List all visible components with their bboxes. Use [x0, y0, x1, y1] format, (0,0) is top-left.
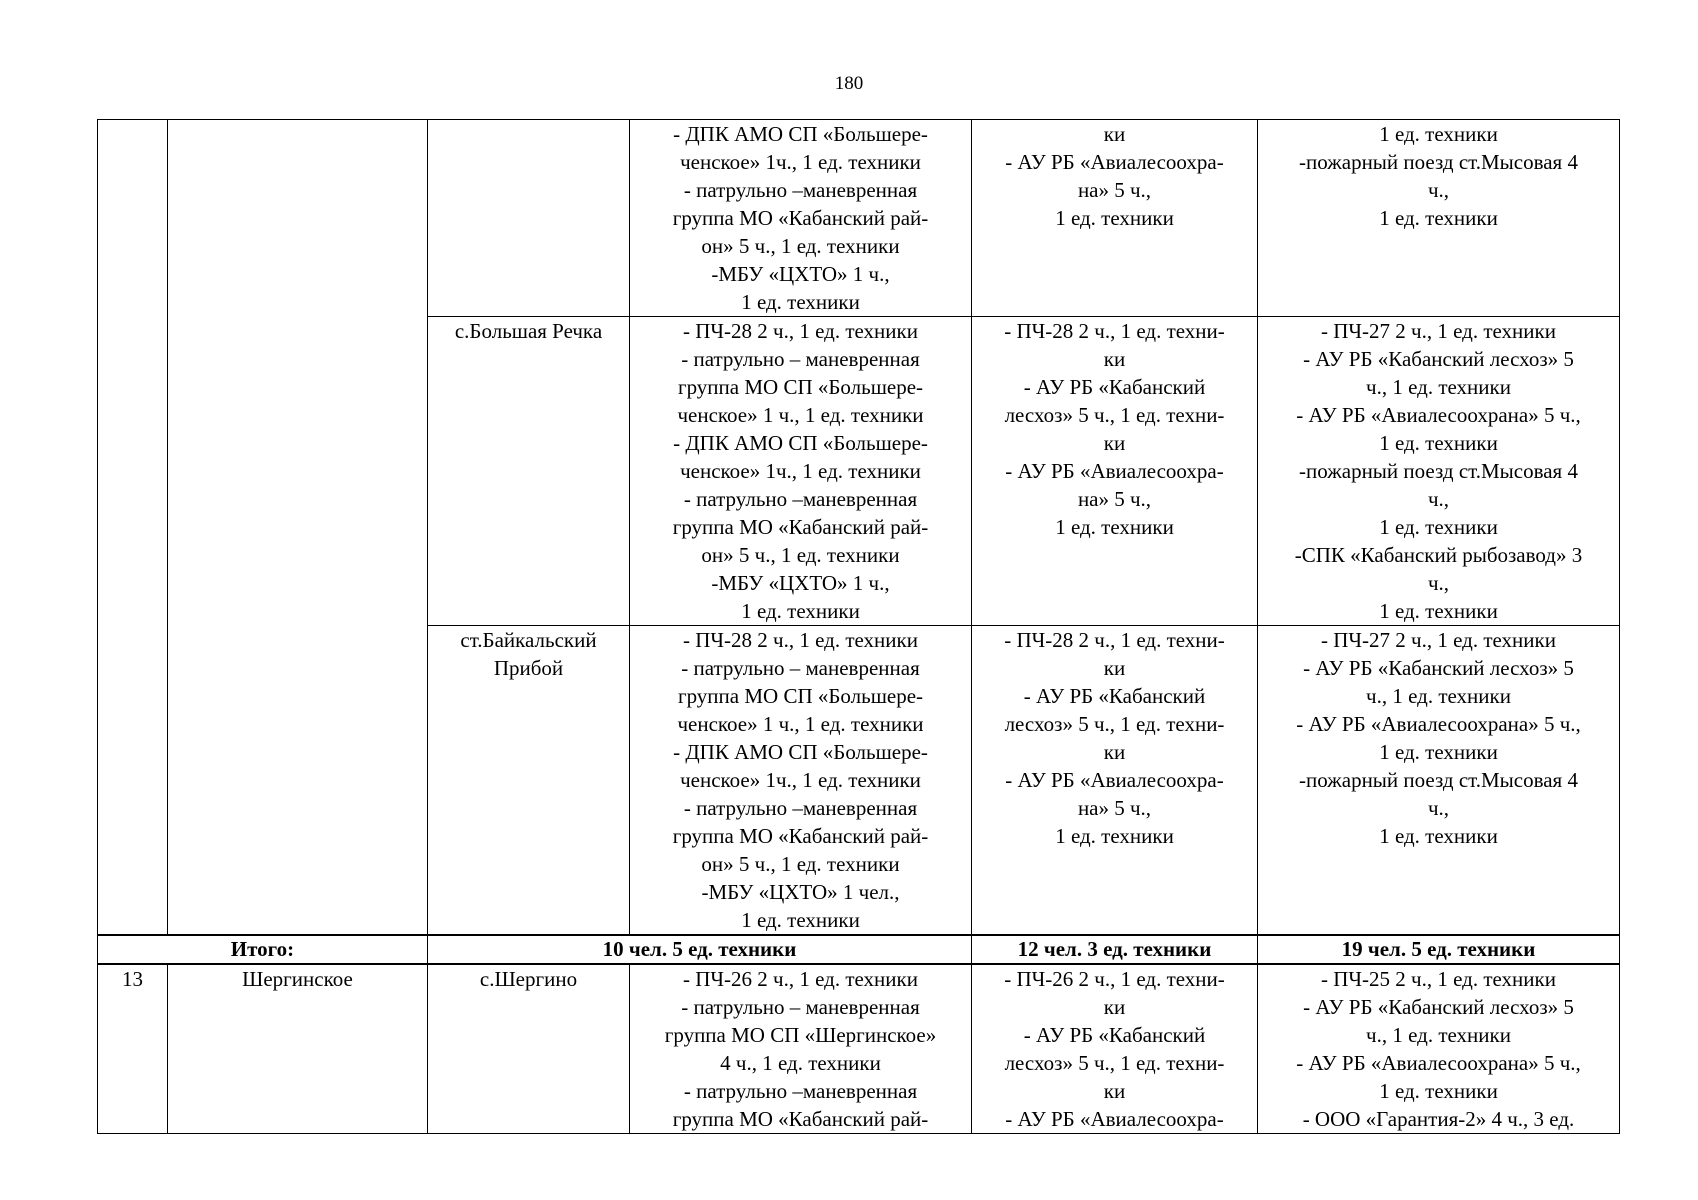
cell-line: лесхоз» 5 ч., 1 ед. техни- [1004, 1051, 1225, 1075]
table-row [98, 120, 1620, 317]
locality-cell [428, 626, 630, 936]
cell-line: ки [1103, 347, 1126, 371]
cell-line: 4 ч., 1 ед. техники [720, 1051, 881, 1075]
cell-line: ст.Байкальский [460, 628, 597, 652]
row-number: 13 [98, 964, 168, 1134]
cell-line: - ПЧ-28 2 ч., 1 ед. техни- [1004, 319, 1225, 343]
locality-cell [428, 120, 630, 317]
total-row [98, 935, 1620, 964]
cell-line: - ДПК АМО СП «Большере- [673, 431, 928, 455]
cell-line: группа МО «Кабанский рай- [672, 206, 929, 230]
cell-line: - АУ РБ «Кабанский лесхоз» 5 [1303, 656, 1574, 680]
cell-line: - патрульно –маневренная [683, 1079, 918, 1103]
cell-line: 1 ед. техники [1379, 740, 1498, 764]
page-number: 180 [834, 73, 864, 94]
forces-cell [630, 964, 972, 1134]
cell-line: ченское» 1ч., 1 ед. техники [680, 459, 921, 483]
cell-line: - патрульно – маневренная [681, 995, 920, 1019]
cell-line: - ПЧ-28 2 ч., 1 ед. техни- [1004, 628, 1225, 652]
cell-line: группа МО «Кабанский рай- [672, 824, 929, 848]
forces-cell [630, 626, 972, 936]
table-row [98, 964, 1620, 1134]
locality-cell [428, 317, 630, 626]
total-forces-reserve: 19 чел. 5 ед. техники [1258, 935, 1620, 964]
cell-line: - ПЧ-26 2 ч., 1 ед. техни- [1004, 967, 1225, 991]
cell-line: 1 ед. техники [1379, 599, 1498, 623]
cell-line: - патрульно –маневренная [683, 487, 918, 511]
cell-line: 1 ед. техники [1379, 122, 1498, 146]
cell-line: 1 ед. техники [1055, 515, 1174, 539]
cell-line: 1 ед. техники [1379, 1079, 1498, 1103]
settlement-cell [168, 120, 428, 936]
cell-line: - ПЧ-27 2 ч., 1 ед. техники [1321, 628, 1556, 652]
cell-line: 1 ед. техники [1379, 431, 1498, 455]
cell-line: Прибой [493, 656, 564, 680]
cell-line: лесхоз» 5 ч., 1 ед. техни- [1004, 403, 1225, 427]
cell-line: - ПЧ-25 2 ч., 1 ед. техники [1321, 967, 1556, 991]
cell-line: - АУ РБ «Кабанский лесхоз» 5 [1303, 347, 1574, 371]
cell-line: ки [1103, 740, 1126, 764]
cell-line: - ООО «Гарантия-2» 4 ч., 3 ед. [1302, 1107, 1575, 1131]
cell-line: - ДПК АМО СП «Большере- [673, 122, 928, 146]
cell-line: - АУ РБ «Авиалесоохрана» 5 ч., [1296, 1051, 1581, 1075]
cell-line: - ДПК АМО СП «Большере- [673, 740, 928, 764]
cell-line: - ПЧ-26 2 ч., 1 ед. техники [683, 967, 918, 991]
cell-line: 1 ед. техники [741, 908, 860, 932]
cell-line: группа МО СП «Большере- [677, 684, 924, 708]
cell-line: ченское» 1 ч., 1 ед. техники [677, 403, 924, 427]
cell-line: он» 5 ч., 1 ед. техники [701, 234, 900, 258]
forces-cell [1258, 120, 1620, 317]
cell-line: группа МО «Кабанский рай- [672, 1107, 929, 1131]
cell-line: ч., [1427, 487, 1450, 511]
total-forces-primary: 10 чел. 5 ед. техники [428, 935, 972, 964]
cell-line: группа МО СП «Большере- [677, 375, 924, 399]
cell-line: группа МО «Кабанский рай- [672, 515, 929, 539]
cell-line: -СПК «Кабанский рыбозавод» 3 [1294, 543, 1583, 567]
cell-line: - АУ РБ «Авиалесоохра- [1005, 150, 1224, 174]
cell-line: -МБУ «ЦХТО» 1 чел., [701, 880, 900, 904]
cell-line: -МБУ «ЦХТО» 1 ч., [711, 571, 890, 595]
cell-line: ки [1103, 431, 1126, 455]
cell-line: - патрульно – маневренная [681, 347, 920, 371]
forces-cell [972, 626, 1258, 936]
cell-line: лесхоз» 5 ч., 1 ед. техни- [1004, 712, 1225, 736]
cell-line: - АУ РБ «Кабанский [1023, 684, 1206, 708]
cell-line: - АУ РБ «Кабанский [1023, 375, 1206, 399]
cell-line: 1 ед. техники [741, 290, 860, 314]
cell-line: 1 ед. техники [1379, 206, 1498, 230]
cell-line: ч., [1427, 571, 1450, 595]
total-label: Итого: [98, 935, 428, 964]
cell-line: на» 5 ч., [1077, 178, 1152, 202]
forces-cell [972, 964, 1258, 1134]
forces-cell [630, 317, 972, 626]
cell-line: - АУ РБ «Авиалесоохрана» 5 ч., [1296, 403, 1581, 427]
total-forces-secondary: 12 чел. 3 ед. техники [972, 935, 1258, 964]
cell-line: 1 ед. техники [1055, 206, 1174, 230]
cell-line: - патрульно –маневренная [683, 796, 918, 820]
cell-line: - ПЧ-27 2 ч., 1 ед. техники [1321, 319, 1556, 343]
cell-line: - АУ РБ «Авиалесоохра- [1005, 459, 1224, 483]
cell-line: ченское» 1ч., 1 ед. техники [680, 768, 921, 792]
cell-line: 1 ед. техники [1055, 824, 1174, 848]
cell-line: ченское» 1 ч., 1 ед. техники [677, 712, 924, 736]
cell-line: - патрульно – маневренная [681, 656, 920, 680]
cell-line: - АУ РБ «Кабанский [1023, 1023, 1206, 1047]
cell-line: он» 5 ч., 1 ед. техники [701, 543, 900, 567]
cell-line: 1 ед. техники [1379, 824, 1498, 848]
cell-line: ки [1103, 656, 1126, 680]
forces-cell [972, 317, 1258, 626]
forces-cell [630, 120, 972, 317]
cell-line: на» 5 ч., [1077, 796, 1152, 820]
settlement-name: Шергинское [168, 964, 428, 1134]
cell-line: ч., 1 ед. техники [1366, 375, 1511, 399]
number-cell [98, 120, 168, 936]
cell-line: -МБУ «ЦХТО» 1 ч., [711, 262, 890, 286]
cell-line: - ПЧ-28 2 ч., 1 ед. техники [683, 319, 918, 343]
cell-line: группа МО СП «Шергинское» [664, 1023, 937, 1047]
cell-line: - АУ РБ «Авиалесоохра- [1005, 768, 1224, 792]
cell-line: - патрульно –маневренная [683, 178, 918, 202]
cell-line: 1 ед. техники [741, 599, 860, 623]
cell-line: с.Большая Речка [454, 319, 603, 343]
cell-line: - АУ РБ «Авиалесоохрана» 5 ч., [1296, 712, 1581, 736]
cell-line: ч., [1427, 178, 1450, 202]
cell-line: - АУ РБ «Авиалесоохра- [1005, 1107, 1224, 1131]
cell-line: -пожарный поезд ст.Мысовая 4 [1299, 150, 1578, 174]
cell-line: 1 ед. техники [1379, 515, 1498, 539]
cell-line: - ПЧ-28 2 ч., 1 ед. техники [683, 628, 918, 652]
cell-line: он» 5 ч., 1 ед. техники [701, 852, 900, 876]
cell-line: ч., 1 ед. техники [1366, 1023, 1511, 1047]
cell-line: - АУ РБ «Кабанский лесхоз» 5 [1303, 995, 1574, 1019]
cell-line: ки [1103, 1079, 1126, 1103]
cell-line: ч., [1427, 796, 1450, 820]
cell-line: ки [1103, 995, 1126, 1019]
forces-cell [1258, 964, 1620, 1134]
locality-name: с.Шергино [428, 964, 630, 1134]
cell-line: ч., 1 ед. техники [1366, 684, 1511, 708]
forces-cell [1258, 317, 1620, 626]
cell-line: -пожарный поезд ст.Мысовая 4 [1299, 768, 1578, 792]
forces-cell [1258, 626, 1620, 936]
forces-cell [972, 120, 1258, 317]
forces-table [97, 119, 1620, 1134]
cell-line: ки [1103, 122, 1126, 146]
cell-line: на» 5 ч., [1077, 487, 1152, 511]
cell-line: ченское» 1ч., 1 ед. техники [680, 150, 921, 174]
cell-line: -пожарный поезд ст.Мысовая 4 [1299, 459, 1578, 483]
